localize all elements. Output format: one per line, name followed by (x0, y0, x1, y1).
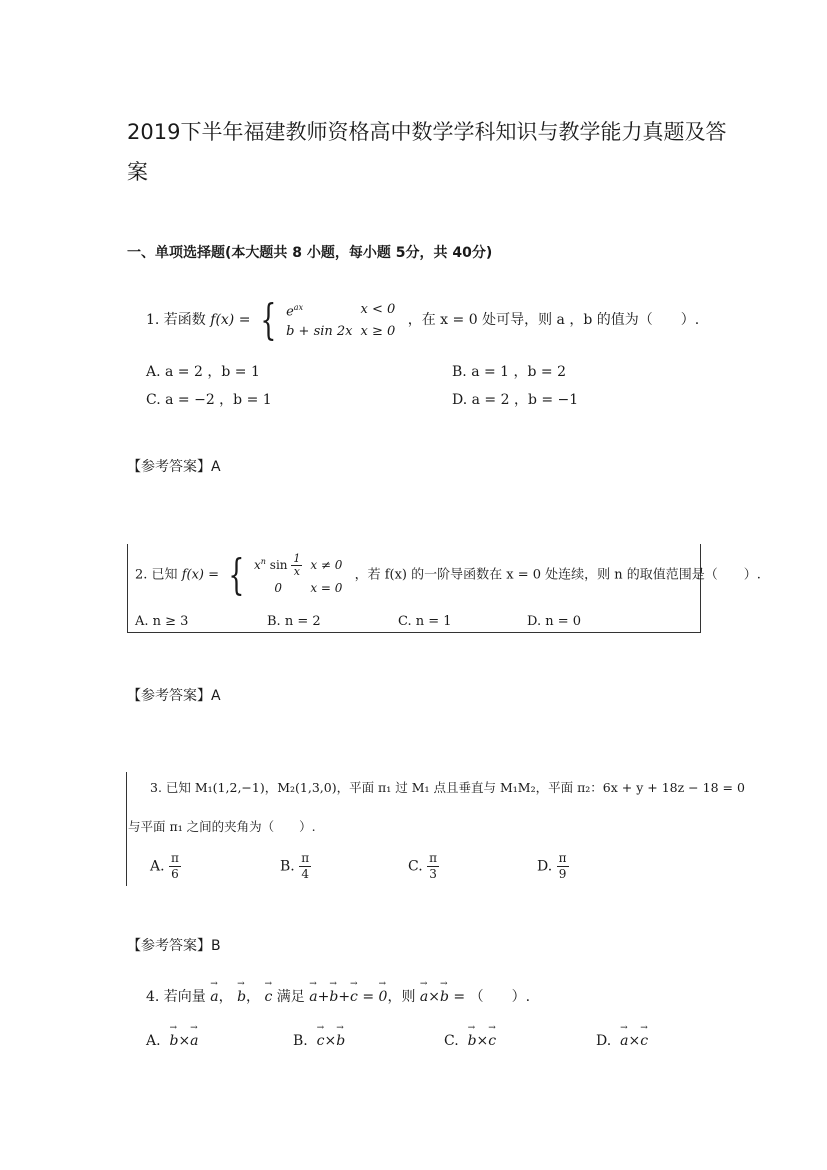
q1-fx: f(x) = (210, 312, 251, 329)
q1-brace: { (260, 295, 277, 345)
answer-label: 【参考答案】 (127, 688, 211, 704)
q2-option-c: C. n = 1 (398, 614, 452, 629)
answer-value: A (211, 688, 221, 704)
answer-1 (127, 456, 221, 476)
q2-cases (254, 552, 350, 598)
q4-cond-text: 满足 (276, 989, 305, 1005)
q2-case2-cond: x = 0 (310, 581, 343, 595)
q2-fx: f(x) = (181, 567, 219, 583)
q3-option-b: B. $\frac{\pi}{4}$ (280, 851, 310, 881)
q2-case1-expr: $x^n$ sin $\frac{1}{x}$ (254, 552, 301, 578)
q1-option-b: B. a = 1 ，b = 2 (452, 364, 567, 380)
answer-3 (127, 935, 221, 955)
q3-option-d: D. $\frac{\pi}{9}$ (537, 851, 567, 881)
q4-option-d: D. → a×→ c (596, 1033, 648, 1049)
q2-case2-expr: 0 (274, 581, 282, 595)
q3-line2: 与平面 π₁ 之间的夹角为（ ）. (128, 819, 316, 834)
q3-option-c: C. $\frac{\pi}{3}$ (408, 851, 438, 881)
q2-option-b: B. n = 2 (267, 614, 321, 629)
answer-value: A (211, 459, 221, 475)
q4-vector-c: → c (265, 989, 273, 1005)
q2-option-d: D. n = 0 (527, 614, 582, 629)
q1-suffix: ，在 x = 0 处可导，则 a ，b 的值为（ ）. (407, 312, 700, 329)
q2-brace: { (228, 550, 245, 599)
q4-option-a: A. → b×→ a (146, 1033, 199, 1049)
q3-option-a: A. $\frac{\pi}{6}$ (150, 851, 179, 881)
q1-case2-cond: x ≥ 0 (360, 324, 396, 340)
document-title: 2019下半年福建教师资格高中数学学科知识与教学能力真题及答案 (127, 120, 727, 184)
q2-option-a: A. n ≥ 3 (135, 614, 189, 629)
answer-2 (127, 685, 221, 705)
q1-option-c: C. a = −2 ，b = 1 (146, 392, 272, 408)
q2-prefix: 2. 已知 (135, 567, 178, 583)
q1-option-a: A. a = 2 ，b = 1 (146, 364, 260, 380)
q4-paren: （ ）. (469, 989, 531, 1005)
answer-label: 【参考答案】 (127, 459, 211, 475)
q4-option-c: C. → b×→ c (444, 1033, 496, 1049)
q2-suffix: ，若 f(x) 的一阶导函数在 x = 0 处连续，则 n 的取值范围是（ ）. (354, 567, 761, 583)
q4-prefix: 4. 若向量 (146, 989, 206, 1005)
q1-option-d: D. a = 2 ，b = −1 (452, 392, 579, 408)
answer-value: B (211, 938, 221, 954)
q3-line1: 3. 已知 M₁(1,2,−1)，M₂(1,3,0)，平面 π₁ 过 M₁ 点且垂直与 M₁M₂，平面 π₂：6x + y + 18z − 18 = 0 (150, 780, 745, 795)
q1-case1-cond: x < 0 (360, 302, 396, 318)
section-heading: 一、单项选择题(本大题共 8 小题，每小题 5分，共 40分) (127, 245, 493, 261)
question-4: 4. 若向量 → a， → b， → c 满足 → a+→ b+→ c = → 0，则 → a×→ b = （ ）. (146, 986, 530, 1006)
q4-vector-b: → b (237, 989, 246, 1005)
q1-case2-expr: b + sin 2x (286, 324, 353, 340)
question-2 (135, 552, 761, 598)
q1-case1-expr: $e^{ax}$ (286, 303, 304, 320)
q1-cases (286, 298, 403, 342)
answer-label: 【参考答案】 (127, 938, 211, 954)
q2-case1-cond: x ≠ 0 (310, 558, 343, 572)
question-1 (146, 295, 700, 345)
q1-prefix: 1. 若函数 (146, 312, 206, 329)
q4-option-b: B. → c×→ b (293, 1033, 345, 1049)
q4-vector-a: → a (210, 989, 218, 1005)
